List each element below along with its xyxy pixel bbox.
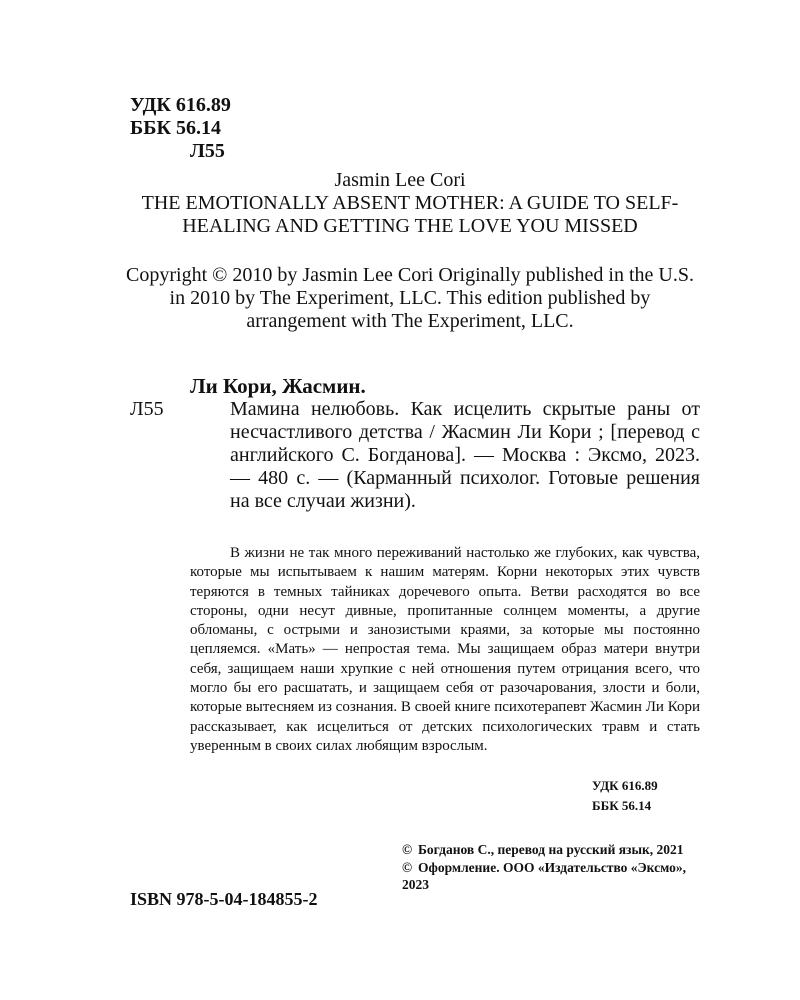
rights-block bbox=[402, 841, 702, 894]
bbk-code: ББК 56.14 bbox=[130, 117, 221, 139]
classification-codes bbox=[130, 94, 231, 163]
bib-entry-text: Мамина нелюбовь. Как исцелить скрытые раны от несчастливого детства / Жасмин Ли Кори ; [перевод с английского С. Богданова]. — Москва : Эксмо, 2023. — 480 с. — (Карманный психолог. Готовые решения на все случаи жизни). bbox=[230, 398, 700, 512]
original-author: Jasmin Lee Cori bbox=[334, 169, 466, 191]
original-copyright: Copyright © 2010 by Jasmin Lee Cori Originally published in the U.S. in 2010 by The Experiment, LLC. This edition published by arrangement with The Experiment, LLC. bbox=[126, 264, 694, 332]
annotation bbox=[190, 544, 700, 756]
copyright-sign: © bbox=[402, 859, 413, 875]
annotation-text: В жизни не так много переживаний настолько же глубоких, как чувства, которые мы испытываем к нашим матерям. Корни некоторых этих чувств теряются в темных тайниках доречевого опыта. Ветви расходятся во все стороны, одни несут дивные, пропитанные солнцем моменты, а другие обломаны, с острыми и занозистыми краями, за которые мы постоянно цепляемся. «Мать» — непростая тема. Мы защищаем образ матери внутри себя, защищаем наши хрупкие с ней отношения путем отрицания всего, что могло бы его расшатать, и защищаем себя от разочарования, злости и боли, которые вытесняем из сознания. В своей книге психотерапевт Жасмин Ли Кори рассказывает, как исцелиться от детских психологических травм и стать уверенным в своих силах любящим взрослым. bbox=[190, 545, 700, 754]
bib-entry bbox=[190, 398, 700, 513]
rights-design-text: Оформление. ООО «Издательство «Эксмо», 2023 bbox=[402, 859, 687, 892]
annotation-bbk: ББК 56.14 bbox=[592, 798, 652, 813]
bib-author-mark: Л55 bbox=[130, 398, 164, 420]
copyright-sign: © bbox=[402, 842, 413, 857]
original-title: THE EMOTIONALLY ABSENT MOTHER: A GUIDE TO SELF-HEALING AND GETTING THE LOVE YOU MISSED bbox=[141, 192, 679, 237]
bib-author-heading: Ли Кори, Жасмин. bbox=[190, 374, 366, 398]
rights-translation-text: Богданов С., перевод на русский язык, 2021 bbox=[418, 842, 684, 857]
rights-design bbox=[402, 859, 702, 894]
rights-translation bbox=[402, 841, 702, 859]
author-mark: Л55 bbox=[190, 140, 225, 162]
udk-code: УДК 616.89 bbox=[130, 94, 231, 116]
annotation-codes bbox=[592, 776, 658, 816]
isbn: ISBN 978-5-04-184855-2 bbox=[130, 889, 318, 909]
annotation-udk: УДК 616.89 bbox=[592, 778, 658, 793]
